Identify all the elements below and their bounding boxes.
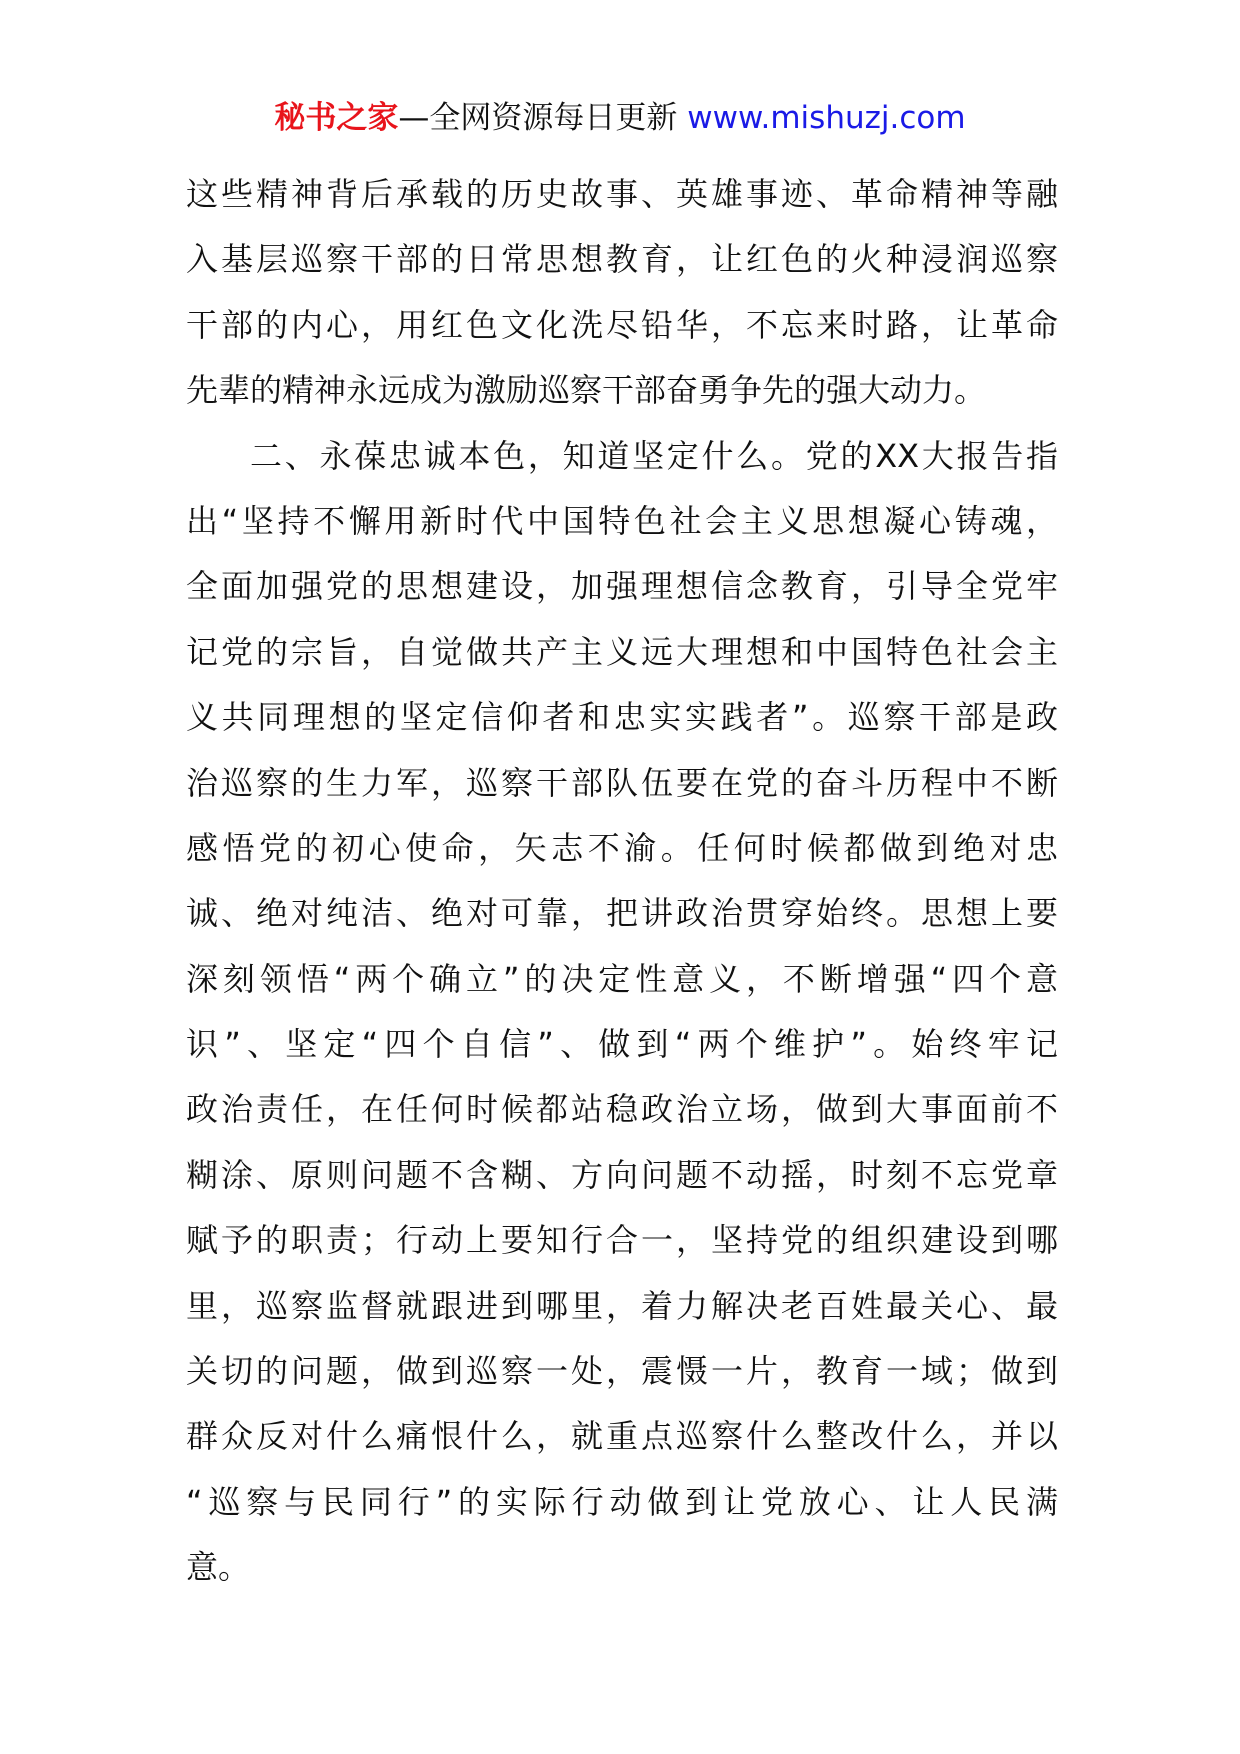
brand-name: 秘书之家	[274, 100, 399, 136]
text-line: 意。	[186, 1548, 251, 1587]
text-line: 义共同理想的坚定信仰者和忠实实践者”。巡察干部是政	[186, 698, 1058, 737]
text-line: 关切的问题，做到巡察一处，震慑一片，教育一域；做到	[186, 1352, 1058, 1391]
text-line: 先辈的精神永远成为激励巡察干部奋勇争先的强大动力。	[186, 371, 987, 410]
page-header	[0, 96, 1240, 140]
text-line: 诚、绝对纯洁、绝对可靠，把讲政治贯穿始终。思想上要	[186, 894, 1058, 933]
section-heading-line: 二、永葆忠诚本色，知道坚定什么。党的XX大报告指	[250, 436, 1058, 475]
text-line: 识”、坚定“四个自信”、做到“两个维护”。始终牢记	[186, 1025, 1058, 1064]
text-line: 记党的宗旨，自觉做共产主义远大理想和中国特色社会主	[186, 632, 1058, 671]
text-line: 群众反对什么痛恨什么，就重点巡察什么整改什么，并以	[186, 1417, 1058, 1456]
text-line: 政治责任，在任何时候都站稳政治立场，做到大事面前不	[186, 1090, 1058, 1129]
text-line: 赋予的职责；行动上要知行合一，坚持党的组织建设到哪	[186, 1221, 1058, 1260]
text-line: 这些精神背后承载的历史故事、英雄事迹、革命精神等融	[186, 175, 1058, 213]
text-line: 治巡察的生力军，巡察干部队伍要在党的奋斗历程中不断	[186, 763, 1058, 802]
header-tagline: —全网资源每日更新	[398, 100, 688, 136]
text-line: 全面加强党的思想建设，加强理想信念教育，引导全党牢	[186, 567, 1058, 606]
text-line: 入基层巡察干部的日常思想教育，让红色的火种浸润巡察	[186, 240, 1058, 279]
text-line: 出“坚持不懈用新时代中国特色社会主义思想凝心铸魂，	[186, 501, 1058, 540]
text-line: 干部的内心，用红色文化洗尽铅华，不忘来时路，让革命	[186, 305, 1058, 344]
text-line: “巡察与民同行”的实际行动做到让党放心、让人民满	[186, 1482, 1058, 1521]
text-line: 里，巡察监督就跟进到哪里，着力解决老百姓最关心、最	[186, 1286, 1058, 1325]
text-line: 深刻领悟“两个确立”的决定性意义，不断增强“四个意	[186, 959, 1058, 998]
site-url-link[interactable]: www.mishuzj.com	[687, 100, 966, 136]
text-line: 糊涂、原则问题不含糊、方向问题不动摇，时刻不忘党章	[186, 1155, 1058, 1194]
document-body	[186, 162, 1058, 1601]
text-line: 感悟党的初心使命，矢志不渝。任何时候都做到绝对忠	[186, 828, 1058, 867]
